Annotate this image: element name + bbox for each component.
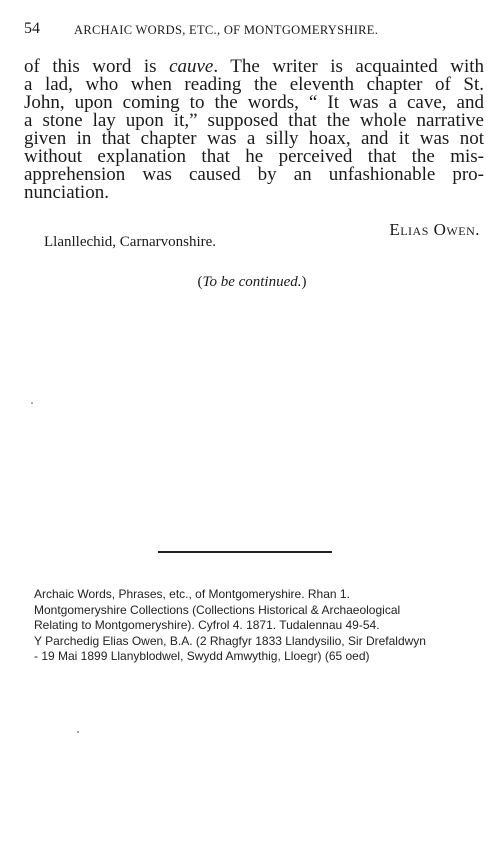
author-signature: Elias Owen. (389, 220, 480, 239)
citation-line: - 19 Mai 1899 Llanyblodwel, Swydd Amwythig, Lloegr) (65 oed) (34, 649, 370, 663)
body-line: a stone lay upon it,” supposed that the whole narrative (24, 110, 484, 131)
body-paragraph (24, 58, 484, 202)
body-line: nunciation. (24, 182, 109, 203)
continued-note: (To be continued.) (197, 274, 307, 290)
horizontal-rule (158, 551, 332, 553)
body-line: apprehension was caused by an unfashionable pro- (24, 164, 484, 185)
body-line: a lad, who when reading the eleventh chapter of St. (24, 74, 484, 95)
body-line: John, upon coming to the words, “ It was a cave, and (24, 92, 484, 113)
citation-line: Relating to Montgomeryshire). Cyfrol 4. 1871. Tudalennau 49-54. (34, 618, 380, 632)
place-line: Llanllechid, Carnarvonshire. (44, 234, 217, 250)
citation-line: Montgomeryshire Collections (Collections Historical & Archaeological (34, 602, 401, 617)
scan-speck (31, 402, 33, 404)
page-header (24, 20, 484, 42)
scan-speck (77, 731, 79, 733)
running-title: ARCHAIC WORDS, ETC., OF MONTGOMERYSHIRE. (74, 23, 379, 37)
body-line: of this word is cauve. The writer is acquainted with (24, 56, 484, 77)
citation-block (34, 587, 484, 665)
citation-line: Y Parchedig Elias Owen, B.A. (2 Rhagfyr 1833 Llandysilio, Sir Drefaldwyn (34, 633, 426, 648)
citation-line: Archaic Words, Phrases, etc., of Montgomeryshire. Rhan 1. (34, 587, 350, 601)
body-line: given in that chapter was a silly hoax, and it was not (24, 128, 484, 149)
body-line: without explanation that he perceived that the mis- (24, 146, 484, 167)
page-number: 54 (24, 20, 40, 37)
